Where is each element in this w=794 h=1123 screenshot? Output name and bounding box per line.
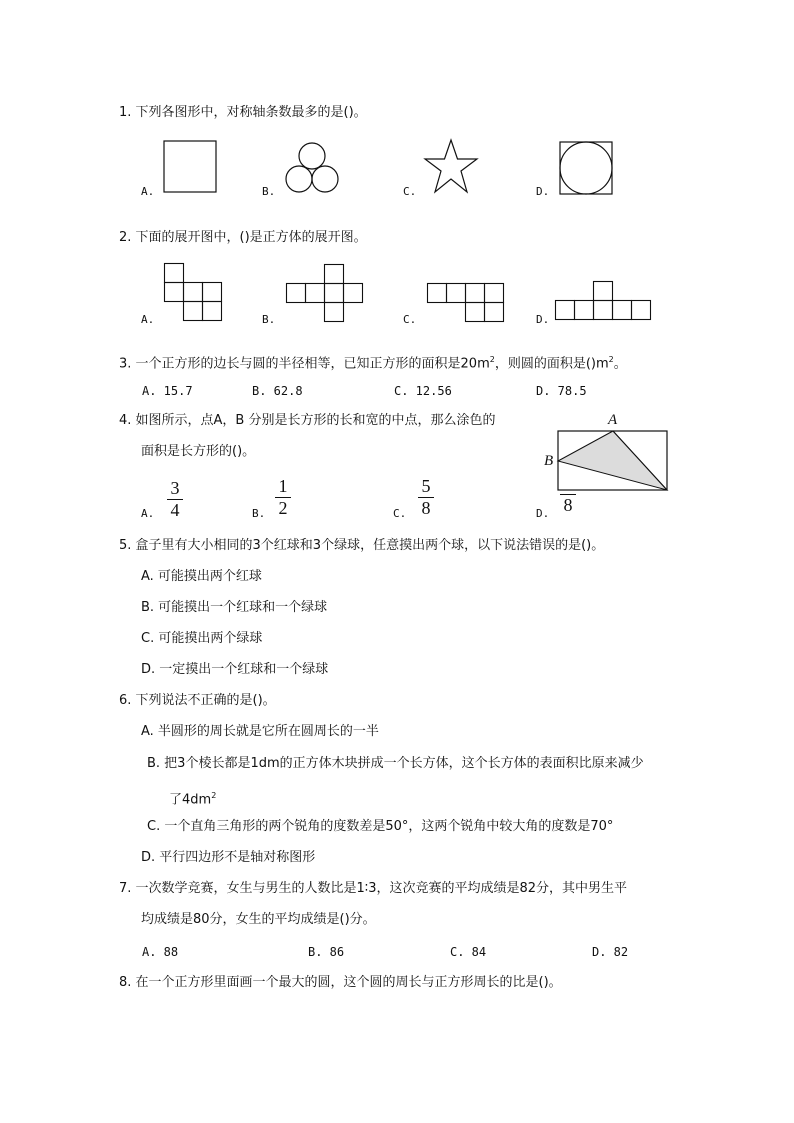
fraction-d: 8 [558,494,578,515]
q8-stem: 8. 在一个正方形里面画一个最大的圆，这个圆的周长与正方形周长的比是()。 [119,975,562,990]
circle-in-square-figure [559,141,614,196]
q1-label-b: B. [262,185,276,198]
q2-label-b: B. [262,313,276,326]
cube-net-a [164,263,222,323]
q3-stem: 3. 一个正方形的边长与圆的半径相等，已知正方形的面积是$20m^2$，则圆的面积是$()m^2$。 [119,355,627,372]
q7-option-b: B. 86 [308,945,345,959]
q5-option-b: B. 可能摸出一个红球和一个绿球 [141,600,328,615]
q1-stem: 1. 下列各图形中，对称轴条数最多的是()。 [119,105,367,120]
q5-option-c: C. 可能摸出两个绿球 [141,631,263,646]
square-figure [163,140,218,193]
star-figure [423,139,479,195]
q6-option-b-line2: 了$4dm^2$ [169,791,217,808]
q6-option-a: A. 半圆形的周长就是它所在圆周长的一半 [141,724,379,739]
q7-stem-line1: 7. 一次数学竞赛，女生与男生的人数比是1∶3，这次竞赛的平均成绩是82分，其中男生平 [119,881,628,896]
q6-option-b-line1: B. 把3个棱长都是1dm的正方体木块拼成一个长方体，这个长方体的表面积比原来减少 [147,756,644,771]
q2-label-c: C. [403,313,417,326]
q6-option-c: C. 一个直角三角形的两个锐角的度数差是50°，这两个锐角中较大角的度数是70° [147,819,614,834]
q7-stem-line2: 均成绩是80分，女生的平均成绩是()分。 [141,912,376,927]
q1-label-c: C. [403,185,417,198]
three-circles-figure [285,141,340,195]
q6-option-d: D. 平行四边形不是轴对称图形 [141,850,316,865]
fraction-a: 3 4 [165,478,185,520]
q4-stem-line2: 面积是长方形的()。 [141,444,256,459]
q2-label-a: A. [141,313,155,326]
q3-option-d: D. 78.5 [536,384,587,398]
point-b-label: B [544,453,554,469]
q4-label-b: B. [252,507,266,520]
point-a-label: A [608,412,618,428]
fraction-c: 5 8 [416,476,436,518]
q2-label-d: D. [536,313,550,326]
q7-option-a: A. 88 [142,945,179,959]
q3-option-a: A. 15.7 [142,384,193,398]
q6-stem: 6. 下列说法不正确的是()。 [119,693,276,708]
q1-label-a: A. [141,185,155,198]
q5-stem: 5. 盒子里有大小相同的3个红球和3个绿球，任意摸出两个球，以下说法错误的是()。 [119,538,605,553]
q4-label-a: A. [141,507,155,520]
q7-option-c: C. 84 [450,945,487,959]
fraction-b: 1 2 [273,476,293,518]
q4-label-d: D. [536,507,550,520]
q4-label-c: C. [393,507,407,520]
q2-stem: 2. 下面的展开图中，()是正方体的展开图。 [119,230,367,245]
cube-net-d [555,281,651,322]
q3-option-b: B. 62.8 [252,384,303,398]
q7-option-d: D. 82 [592,945,629,959]
cube-net-b [286,264,364,324]
q5-option-a: A. 可能摸出两个红球 [141,569,262,584]
q1-label-d: D. [536,185,550,198]
q3-option-c: C. 12.56 [394,384,452,398]
q5-option-d: D. 一定摸出一个红球和一个绿球 [141,662,329,677]
q4-stem-line1: 4. 如图所示，点A，B 分别是长方形的长和宽的中点，那么涂色的 [119,413,496,428]
rectangle-triangle-figure [556,428,670,494]
cube-net-c [427,283,505,324]
